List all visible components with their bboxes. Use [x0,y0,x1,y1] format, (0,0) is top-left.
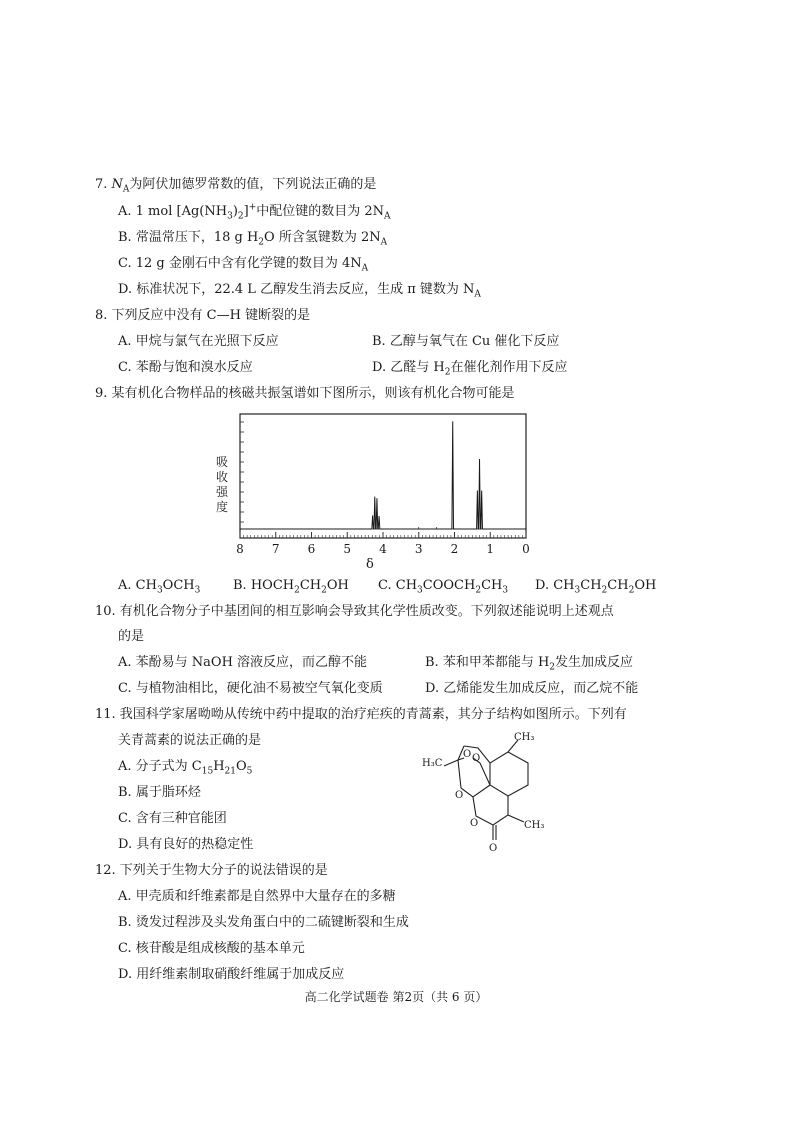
q8-option-b: B. 乙醇与氧气在 Cu 催化下反应 [372,334,560,349]
q8-option-c: C. 苯酚与饱和溴水反应 [118,360,253,375]
page-footer: 高二化学试题卷 第2页（共 6 页） [304,990,488,1004]
nmr-spectrum [238,412,528,540]
nmr-x-tick-label: 1 [486,542,495,556]
q11-option-c: C. 含有三种官能团 [118,811,227,826]
q9-stem: 9. 某有机化合物样品的核磁共振氢谱如下图所示，则该有机化合物可能是 [95,386,515,401]
mol-label-h3c: H₃C [422,758,443,769]
nmr-bottom-ticks [240,532,526,538]
nmr-trace [240,421,526,529]
q10-option-c: C. 与植物油相比，硬化油不易被空气氧化变质 [118,681,383,696]
nmr-x-tick-label: 7 [271,542,280,556]
mol-label-ch3-right: CH₃ [524,820,545,831]
nmr-x-tick-label: 0 [522,542,530,556]
q7-option-a: A. 1 mol $[Ag(NH_3)_2]^+$中配位键的数目为 $2N_A$ [118,202,391,222]
q12-option-a: A. 甲壳质和纤维素都是自然界中大量存在的多糖 [118,889,396,904]
q9-option-d: D. $CH_3CH_2CH_2OH$ [535,578,657,596]
mol-lactone [473,796,508,825]
q12-stem: 12. 下列关于生物大分子的说法错误的是 [95,863,328,878]
q7-stem: 7. $N_A$为阿伏加德罗常数的值，下列说法正确的是 [95,177,377,195]
nmr-x-tick-label: 2 [450,542,459,556]
q8-option-a: A. 甲烷与氯气在光照下反应 [118,334,279,349]
mol-label-carbonyl-o: O [489,843,498,854]
mol-bond-o-c [480,763,490,785]
q7-option-d: D. 标准状况下，22.4 L 乙醇发生消去反应，生成 π 键数为 $N_A$ [118,282,481,300]
q10-option-b: B. 苯和甲苯都能与 $H_2$发生加成反应 [425,655,634,673]
mol-label-o4: O [470,818,479,829]
mol-label-o1: O [463,749,472,760]
q10-stem-cont: 的是 [118,629,145,644]
q7-option-b: B. 常温常压下，18 g $H_2O$ 所含氢键数为 $2N_A$ [118,230,388,248]
mol-bond-h3c [444,760,458,766]
q11-option-d: D. 具有良好的热稳定性 [118,837,254,852]
q7-option-c: C. 12 g 金刚石中含有化学键的数目为 $4N_A$ [118,256,369,274]
q9-option-a: A. $CH_3OCH_3$ [118,578,201,596]
q12-option-b: B. 烫发过程涉及头发角蛋白中的二硫键断裂和生成 [118,915,409,930]
q11-stem-cont: 关青蒿素的说法正确的是 [118,733,262,748]
q12-option-d: D. 用纤维素制取硝酸纤维属于加成反应 [118,967,345,982]
q8-option-d: D. 乙醛与 $H_2$在催化剂作用下反应 [372,360,568,378]
nmr-x-tick-label: 8 [236,542,244,556]
q8-stem: 8. 下列反应中没有 C—H 键断裂的是 [95,308,311,323]
q9-option-c: C. $CH_3COOCH_2CH_3$ [378,578,509,596]
mol-bond-o-bridge [458,760,461,788]
q11-stem: 11. 我国科学家屠呦呦从传统中药中提取的治疗疟疾的青蒿素，其分子结构如图所示。下列有 [95,707,627,722]
nmr-x-tick-labels [238,542,528,558]
nmr-frame [240,414,526,538]
q10-option-a: A. 苯酚易与 NaOH 溶液反应，而乙醇不能 [118,655,368,670]
mol-ring-right [490,752,528,796]
q11-option-a: A. 分子式为 $C_{15}H_{21}O_5$ [118,759,253,777]
mol-bond-ch3-right [508,815,524,822]
nmr-ylabel: 吸收强度 [216,455,229,514]
mol-bond-acetal [461,785,490,797]
mol-label-o3: O [455,790,464,801]
q10-stem: 10. 有机化合物分子中基团间的相互影响会导致其化学性质改变。下列叙述能说明上述观点 [95,604,614,619]
nmr-x-tick-label: 5 [343,542,352,556]
nmr-x-tick-label: 6 [307,542,316,556]
q11-option-b: B. 属于脂环烃 [118,785,201,800]
q9-option-b: B. $HOCH_2CH_2OH$ [233,578,349,596]
mol-label-ch3-top: CH₃ [514,732,535,743]
nmr-x-tick-label: 3 [414,542,423,556]
artemisinin-structure [418,730,558,855]
q12-option-c: C. 核苷酸是组成核酸的基本单元 [118,941,305,956]
nmr-xlabel: δ [366,557,374,572]
mol-label-o2: O [472,753,481,764]
q10-option-d: D. 乙烯能发生加成反应，而乙烷不能 [425,681,639,696]
nmr-x-tick-label: 4 [379,542,387,556]
